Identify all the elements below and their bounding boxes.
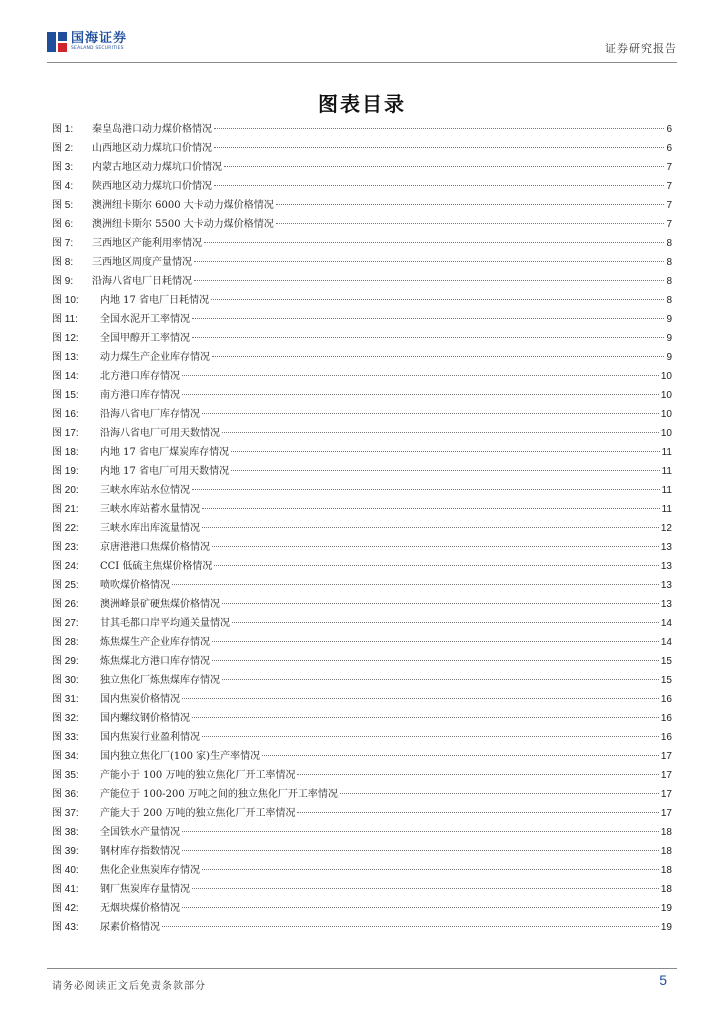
- toc-entry[interactable]: [52, 804, 672, 823]
- toc-entry[interactable]: [52, 310, 672, 329]
- toc-figure-number: 图 38:: [52, 827, 79, 838]
- toc-leader-dots: [182, 698, 659, 699]
- toc-entry[interactable]: [52, 519, 672, 538]
- toc-entry[interactable]: [52, 367, 672, 386]
- toc-figure-number: 图 31:: [52, 694, 79, 705]
- toc-entry[interactable]: [52, 709, 672, 728]
- footer-disclaimer: 请务必阅读正文后免责条款部分: [52, 981, 206, 992]
- toc-entry[interactable]: [52, 785, 672, 804]
- toc-entry[interactable]: [52, 291, 672, 310]
- toc-figure-title[interactable]: 三峡水库站蓄水量情况: [100, 504, 200, 515]
- toc-page-number[interactable]: 9: [666, 314, 672, 325]
- toc-figure-number: 图 9:: [52, 276, 74, 287]
- toc-entry[interactable]: [52, 405, 672, 424]
- toc-figure-number: 图 6:: [52, 219, 74, 230]
- toc-entry[interactable]: [52, 690, 672, 709]
- toc-figure-title[interactable]: 焦化企业焦炭库存情况: [100, 865, 200, 876]
- toc-leader-dots: [212, 641, 659, 642]
- toc-figure-number: 图 18:: [52, 447, 79, 458]
- toc-page-number[interactable]: 13: [660, 599, 672, 610]
- toc-leader-dots: [202, 413, 659, 414]
- toc-entry[interactable]: [52, 177, 672, 196]
- toc-page-number[interactable]: 7: [666, 162, 672, 173]
- toc-page-number[interactable]: 13: [660, 561, 672, 572]
- toc-leader-dots: [340, 793, 659, 794]
- report-type-label: 证券研究报告: [605, 42, 677, 55]
- logo-mark-icon: [47, 32, 67, 52]
- toc-entry[interactable]: [52, 557, 672, 576]
- toc-entry[interactable]: [52, 234, 672, 253]
- toc-page-number[interactable]: 7: [666, 181, 672, 192]
- toc-figure-title[interactable]: 钢材库存指数情况: [100, 846, 180, 857]
- toc-figure-title[interactable]: 沿海八省电厂可用天数情况: [100, 428, 220, 439]
- toc-figure-number: 图 17:: [52, 428, 79, 439]
- toc-leader-dots: [192, 337, 664, 338]
- toc-figure-title[interactable]: 炼焦煤生产企业库存情况: [100, 637, 210, 648]
- toc-page-number[interactable]: 16: [660, 713, 672, 724]
- toc-leader-dots: [162, 926, 659, 927]
- toc-leader-dots: [297, 812, 658, 813]
- toc-figure-title[interactable]: 三峡水库出库流量情况: [100, 523, 200, 534]
- toc-page-number[interactable]: 14: [660, 637, 672, 648]
- toc-entry[interactable]: [52, 728, 672, 747]
- toc-entry[interactable]: [52, 139, 672, 158]
- toc-leader-dots: [212, 546, 659, 547]
- toc-figure-title[interactable]: 北方港口库存情况: [100, 371, 180, 382]
- toc-entry[interactable]: [52, 462, 672, 481]
- toc-figure-number: 图 29:: [52, 656, 79, 667]
- toc-figure-title[interactable]: 三峡水库站水位情况: [100, 485, 190, 496]
- toc-page-number[interactable]: 16: [660, 732, 672, 743]
- toc-leader-dots: [212, 660, 659, 661]
- toc-page-number[interactable]: 18: [660, 827, 672, 838]
- toc-leader-dots: [204, 242, 664, 243]
- toc-entry[interactable]: [52, 329, 672, 348]
- toc-leader-dots: [224, 166, 664, 167]
- toc-leader-dots: [192, 717, 659, 718]
- toc-page-number[interactable]: 15: [660, 675, 672, 686]
- toc-figure-number: 图 33:: [52, 732, 79, 743]
- toc-leader-dots: [182, 831, 659, 832]
- toc-page-number[interactable]: 8: [666, 238, 672, 249]
- toc-figure-number: 图 22:: [52, 523, 79, 534]
- toc-entry[interactable]: [52, 652, 672, 671]
- toc-figure-title[interactable]: 三西地区周度产量情况: [92, 257, 192, 268]
- toc-figure-number: 图 43:: [52, 922, 79, 933]
- toc-leader-dots: [222, 603, 659, 604]
- toc-figure-number: 图 26:: [52, 599, 79, 610]
- toc-figure-title[interactable]: 尿素价格情况: [100, 922, 160, 933]
- toc-leader-dots: [182, 375, 659, 376]
- toc-page-number[interactable]: 18: [660, 846, 672, 857]
- toc-page-number[interactable]: 7: [666, 219, 672, 230]
- toc-figure-number: 图 21:: [52, 504, 79, 515]
- toc-page-number[interactable]: 18: [660, 865, 672, 876]
- toc-entry[interactable]: [52, 671, 672, 690]
- toc-entry[interactable]: [52, 158, 672, 177]
- toc-figure-number: 图 30:: [52, 675, 79, 686]
- toc-figure-number: 图 4:: [52, 181, 74, 192]
- toc-leader-dots: [231, 451, 660, 452]
- toc-page-number[interactable]: 18: [660, 884, 672, 895]
- toc-figure-number: 图 23:: [52, 542, 79, 553]
- toc-figure-number: 图 12:: [52, 333, 79, 344]
- toc-figure-title[interactable]: 澳洲纽卡斯尔 5500 大卡动力煤价格情况: [92, 219, 274, 230]
- toc-figure-title[interactable]: 产能小于 100 万吨的独立焦化厂开工率情况: [100, 770, 296, 781]
- toc-figure-number: 图 24:: [52, 561, 79, 572]
- toc-entry[interactable]: [52, 120, 672, 139]
- toc-entry[interactable]: [52, 348, 672, 367]
- toc-entry[interactable]: [52, 766, 672, 785]
- toc-figure-number: 图 14:: [52, 371, 79, 382]
- toc-figure-title[interactable]: 喷吹煤价格情况: [100, 580, 170, 591]
- toc-figure-number: 图 36:: [52, 789, 79, 800]
- toc-figure-title[interactable]: 内蒙古地区动力煤坑口价情况: [92, 162, 222, 173]
- toc-page-number[interactable]: 12: [660, 523, 672, 534]
- toc-page-number[interactable]: 17: [660, 751, 672, 762]
- toc-page-number[interactable]: 6: [666, 143, 672, 154]
- toc-page-number[interactable]: 7: [666, 200, 672, 211]
- toc-figure-number: 图 20:: [52, 485, 79, 496]
- toc-figure-title[interactable]: 山西地区动力煤坑口价情况: [92, 143, 212, 154]
- company-logo: [47, 30, 127, 54]
- toc-leader-dots: [214, 185, 664, 186]
- toc-leader-dots: [231, 470, 660, 471]
- toc-figure-number: 图 42:: [52, 903, 79, 914]
- page-header: [47, 28, 677, 62]
- toc-figure-number: 图 15:: [52, 390, 79, 401]
- toc-figure-number: 图 5:: [52, 200, 74, 211]
- toc-figure-number: 图 27:: [52, 618, 79, 629]
- toc-entry[interactable]: [52, 861, 672, 880]
- toc-page-number[interactable]: 8: [666, 257, 672, 268]
- toc-figure-number: 图 34:: [52, 751, 79, 762]
- logo-english-name: SEALAND SECURITIES: [71, 46, 124, 52]
- toc-leader-dots: [232, 622, 659, 623]
- toc-leader-dots: [211, 299, 664, 300]
- header-divider: [47, 62, 677, 63]
- toc-leader-dots: [262, 755, 659, 756]
- toc-page-number[interactable]: 8: [666, 295, 672, 306]
- toc-entry[interactable]: [52, 215, 672, 234]
- toc-figure-title[interactable]: 澳洲峰景矿硬焦煤价格情况: [100, 599, 220, 610]
- toc-figure-number: 图 13:: [52, 352, 79, 363]
- toc-figure-title[interactable]: 无烟块煤价格情况: [100, 903, 180, 914]
- toc-entry[interactable]: [52, 272, 672, 291]
- toc-figure-title[interactable]: 内地 17 省电厂日耗情况: [100, 295, 210, 306]
- toc-figure-title[interactable]: 内地 17 省电厂煤炭库存情况: [100, 447, 230, 458]
- toc-figure-title[interactable]: 国内焦炭价格情况: [100, 694, 180, 705]
- toc-leader-dots: [192, 888, 659, 889]
- toc-figure-number: 图 8:: [52, 257, 74, 268]
- toc-figure-title[interactable]: 全国铁水产量情况: [100, 827, 180, 838]
- toc-entry[interactable]: [52, 538, 672, 557]
- toc-figure-number: 图 10:: [52, 295, 79, 306]
- toc-page-number[interactable]: 15: [660, 656, 672, 667]
- toc-leader-dots: [172, 584, 659, 585]
- toc-figure-title[interactable]: 钢厂焦炭库存量情况: [100, 884, 190, 895]
- toc-entry[interactable]: [52, 918, 672, 937]
- toc-leader-dots: [192, 318, 664, 319]
- toc-figure-number: 图 1:: [52, 124, 74, 135]
- toc-leader-dots: [194, 261, 664, 262]
- toc-figure-number: 图 3:: [52, 162, 74, 173]
- toc-figure-title[interactable]: 甘其毛都口岸平均通关量情况: [100, 618, 230, 629]
- toc-entry[interactable]: [52, 595, 672, 614]
- toc-leader-dots: [182, 850, 659, 851]
- toc-figure-number: 图 19:: [52, 466, 79, 477]
- footer-divider: [47, 968, 677, 969]
- toc-figure-title[interactable]: 产能位于 100-200 万吨之间的独立焦化厂开工率情况: [100, 789, 338, 800]
- toc-figure-number: 图 25:: [52, 580, 79, 591]
- toc-figure-number: 图 11:: [52, 314, 78, 325]
- toc-leader-dots: [222, 679, 659, 680]
- toc-page-number[interactable]: 10: [660, 428, 672, 439]
- toc-page-number[interactable]: 17: [660, 789, 672, 800]
- toc-leader-dots: [182, 907, 659, 908]
- toc-figure-number: 图 2:: [52, 143, 74, 154]
- toc-figure-title[interactable]: 三西地区产能利用率情况: [92, 238, 202, 249]
- toc-page-number[interactable]: 13: [660, 542, 672, 553]
- toc-entry[interactable]: [52, 443, 672, 462]
- toc-entry[interactable]: [52, 424, 672, 443]
- toc-figure-title[interactable]: 全国水泥开工率情况: [100, 314, 190, 325]
- toc-leader-dots: [214, 128, 664, 129]
- toc-figure-number: 图 28:: [52, 637, 79, 648]
- toc-entry[interactable]: [52, 880, 672, 899]
- toc-page-number[interactable]: 11: [661, 466, 672, 477]
- toc-leader-dots: [182, 394, 659, 395]
- toc-page-number[interactable]: 10: [660, 371, 672, 382]
- toc-figure-title[interactable]: 陕西地区动力煤坑口价情况: [92, 181, 212, 192]
- toc-page-number[interactable]: 6: [666, 124, 672, 135]
- toc-figure-number: 图 41:: [52, 884, 79, 895]
- toc-leader-dots: [297, 774, 658, 775]
- toc-figure-title[interactable]: 南方港口库存情况: [100, 390, 180, 401]
- toc-figure-title[interactable]: 澳洲纽卡斯尔 6000 大卡动力煤价格情况: [92, 200, 274, 211]
- toc-leader-dots: [202, 736, 659, 737]
- toc-figure-title[interactable]: 秦皇岛港口动力煤价格情况: [92, 124, 212, 135]
- toc-entry[interactable]: [52, 747, 672, 766]
- toc-figure-number: 图 39:: [52, 846, 79, 857]
- toc-figure-title[interactable]: 全国甲醇开工率情况: [100, 333, 190, 344]
- toc-figure-number: 图 40:: [52, 865, 79, 876]
- toc-figure-number: 图 35:: [52, 770, 79, 781]
- toc-figure-title[interactable]: 京唐港港口焦煤价格情况: [100, 542, 210, 553]
- toc-figure-title[interactable]: 国内焦炭行业盈利情况: [100, 732, 200, 743]
- toc-page-number[interactable]: 10: [660, 409, 672, 420]
- figure-table-of-contents: [52, 120, 672, 937]
- toc-leader-dots: [212, 356, 664, 357]
- toc-leader-dots: [222, 432, 659, 433]
- toc-entry[interactable]: [52, 253, 672, 272]
- toc-leader-dots: [276, 223, 665, 224]
- toc-page-number[interactable]: 16: [660, 694, 672, 705]
- toc-entry[interactable]: [52, 614, 672, 633]
- toc-entry[interactable]: [52, 500, 672, 519]
- toc-entry[interactable]: [52, 196, 672, 215]
- toc-figure-title[interactable]: 国内独立焦化厂(100 家)生产率情况: [100, 751, 261, 762]
- toc-page-number[interactable]: 19: [660, 903, 672, 914]
- toc-leader-dots: [194, 280, 664, 281]
- toc-figure-title[interactable]: 内地 17 省电厂可用天数情况: [100, 466, 230, 477]
- toc-figure-title[interactable]: 产能大于 200 万吨的独立焦化厂开工率情况: [100, 808, 296, 819]
- toc-page-number[interactable]: 9: [666, 352, 672, 363]
- toc-figure-number: 图 32:: [52, 713, 79, 724]
- toc-page-number[interactable]: 19: [660, 922, 672, 933]
- toc-page-number[interactable]: 11: [661, 447, 672, 458]
- toc-figure-title[interactable]: 沿海八省电厂库存情况: [100, 409, 200, 420]
- toc-page-number[interactable]: 17: [660, 808, 672, 819]
- toc-entry[interactable]: [52, 842, 672, 861]
- toc-entry[interactable]: [52, 633, 672, 652]
- toc-leader-dots: [214, 147, 664, 148]
- toc-page-number[interactable]: 10: [660, 390, 672, 401]
- toc-entry[interactable]: [52, 899, 672, 918]
- toc-page-number[interactable]: 14: [660, 618, 672, 629]
- toc-entry[interactable]: [52, 576, 672, 595]
- toc-entry[interactable]: [52, 386, 672, 405]
- logo-chinese-name: 国海证券: [71, 31, 128, 47]
- page-number: 5: [659, 972, 667, 988]
- toc-page-number[interactable]: 9: [666, 333, 672, 344]
- toc-figure-number: 图 16:: [52, 409, 79, 420]
- toc-leader-dots: [214, 565, 658, 566]
- page-title: 图表目录: [318, 92, 406, 116]
- toc-figure-title[interactable]: 炼焦煤北方港口库存情况: [100, 656, 210, 667]
- toc-leader-dots: [192, 489, 660, 490]
- toc-figure-title[interactable]: 国内螺纹钢价格情况: [100, 713, 190, 724]
- toc-figure-title[interactable]: 沿海八省电厂日耗情况: [92, 276, 192, 287]
- toc-figure-title[interactable]: 独立焦化厂炼焦煤库存情况: [100, 675, 220, 686]
- toc-page-number[interactable]: 11: [661, 485, 672, 496]
- toc-page-number[interactable]: 17: [660, 770, 672, 781]
- toc-entry[interactable]: [52, 481, 672, 500]
- toc-leader-dots: [276, 204, 665, 205]
- toc-figure-number: 图 7:: [52, 238, 74, 249]
- toc-figure-title[interactable]: CCI 低硫主焦煤价格情况: [100, 561, 213, 572]
- toc-leader-dots: [202, 527, 659, 528]
- toc-leader-dots: [202, 508, 660, 509]
- toc-page-number[interactable]: 8: [666, 276, 672, 287]
- toc-page-number[interactable]: 11: [661, 504, 672, 515]
- toc-figure-title[interactable]: 动力煤生产企业库存情况: [100, 352, 210, 363]
- toc-figure-number: 图 37:: [52, 808, 79, 819]
- toc-entry[interactable]: [52, 823, 672, 842]
- toc-leader-dots: [202, 869, 659, 870]
- toc-page-number[interactable]: 13: [660, 580, 672, 591]
